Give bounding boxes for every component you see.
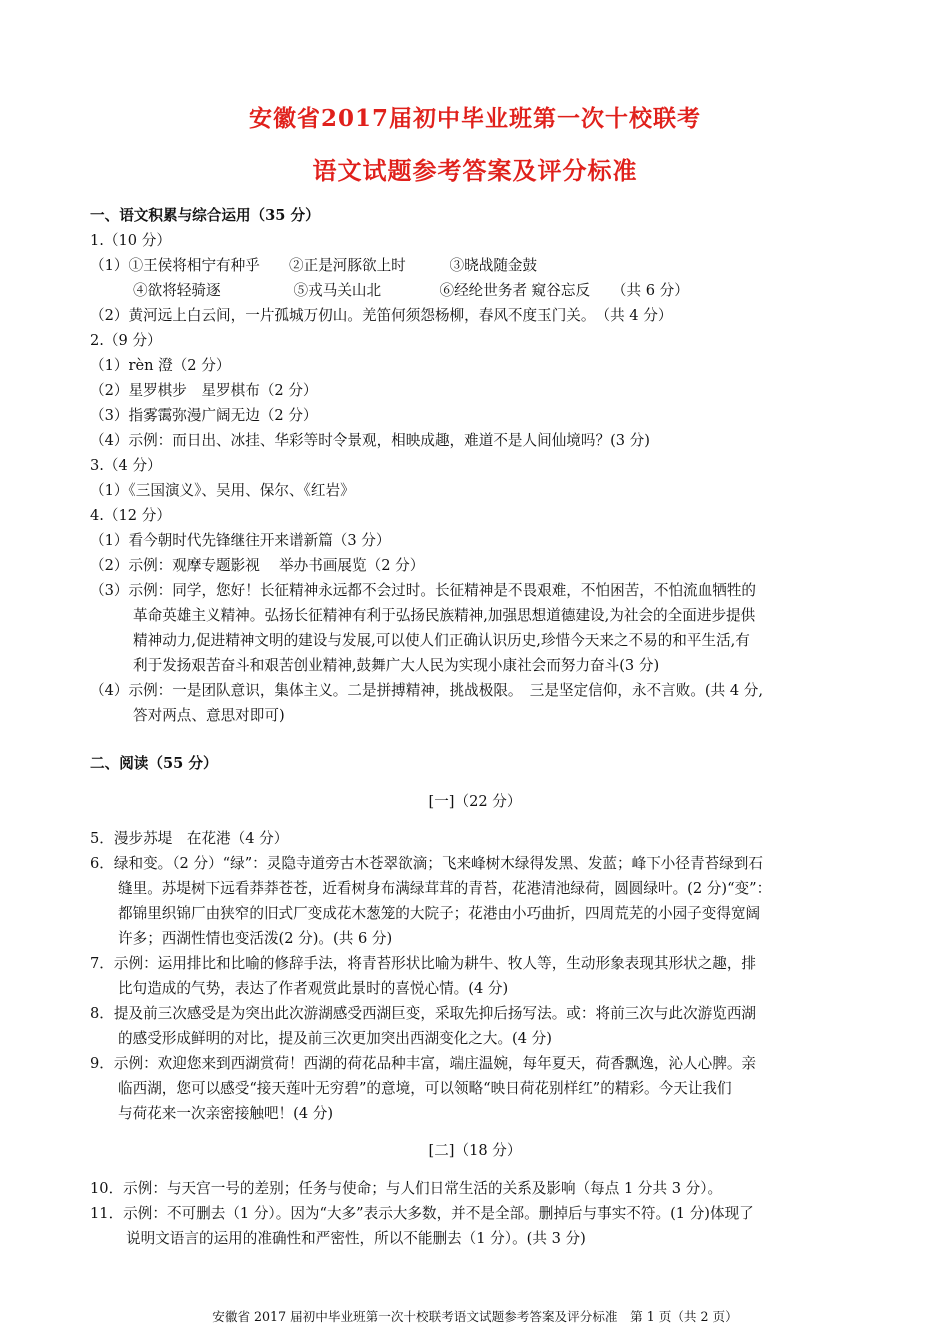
answer-line: 说明文语言的运用的准确性和严密性，所以不能删去（1 分）。(共 3 分) xyxy=(126,1230,586,1247)
answer-line: ④欲将轻骑逐 ⑤戎马关山北 ⑥经纶世务者 窥谷忘反 （共 6 分） xyxy=(133,282,689,299)
answer-line: 2.（9 分） xyxy=(90,332,162,349)
subsection-heading: [一]（22 分） xyxy=(428,793,522,810)
section-heading: 一、语文积累与综合运用（35 分） xyxy=(90,207,320,224)
document-title: 安徽省2017届初中毕业班第一次十校联考 xyxy=(248,105,701,132)
page-footer: 安徽省 2017 届初中毕业班第一次十校联考语文试题参考答案及评分标准 第 1 页（共 2 页） xyxy=(212,1309,738,1324)
answer-line: 答对两点、意思对即可) xyxy=(133,707,285,724)
answer-line: 4.（12 分） xyxy=(90,507,171,524)
document-subtitle: 语文试题参考答案及评分标准 xyxy=(312,156,638,185)
answer-line: （3）指雾霭弥漫广阔无边（2 分） xyxy=(90,407,318,424)
answer-line: （2）示例：观摩专题影视 举办书画展览（2 分） xyxy=(90,557,425,574)
answer-line: 利于发扬艰苦奋斗和艰苦创业精神,鼓舞广大人民为实现小康社会而努力奋斗(3 分) xyxy=(133,657,660,674)
answer-line: 比句造成的气势，表达了作者观赏此景时的喜悦心情。(4 分) xyxy=(118,980,509,997)
answer-line: （4）示例：而日出、冰挂、华彩等时令景观，相映成趣，难道不是人间仙境吗？(3 分) xyxy=(90,432,650,449)
answer-line: 10．示例：与天宫一号的差别；任务与使命；与人们日常生活的关系及影响（每点 1 分共 3 分）。 xyxy=(90,1180,723,1197)
answer-line: （2）黄河远上白云间，一片孤城万仞山。羌笛何须怨杨柳，春风不度玉门关。 （共 4 分） xyxy=(90,307,673,324)
answer-line: （2）星罗棋步 星罗棋布（2 分） xyxy=(90,382,318,399)
answer-line: 精神动力,促进精神文明的建设与发展,可以使人们正确认识历史,珍惜今天来之不易的和平生活,有 xyxy=(133,632,750,649)
answer-line: 3.（4 分） xyxy=(90,457,162,474)
answer-line: （1）《三国演义》、吴用、保尔、《红岩》 xyxy=(90,482,355,499)
answer-line: 8．提及前三次感受是为突出此次游湖感受西湖巨变，采取先抑后扬写法。或：将前三次与此次游览西湖 xyxy=(90,1005,757,1022)
answer-line: （1）rèn 澄（2 分） xyxy=(90,357,231,374)
answer-line: 11．示例：不可删去（1 分）。因为“大多”表示大多数，并不是全部。删掉后与事实不符。(1 分)体现了 xyxy=(90,1205,754,1222)
answer-line: （4）示例：一是团队意识，集体主义。二是拼搏精神，挑战极限。 三是坚定信仰，永不言败。(共 4 分, xyxy=(90,682,764,699)
answer-line: 6．绿和变。（2 分）“绿”：灵隐寺道旁古木苍翠欲滴；飞来峰树木绿得发黑、发蓝；峰下小径青苔绿到石 xyxy=(90,855,763,872)
answer-line: （1）①王侯将相宁有种乎 ②正是河豚欲上时 ③晓战随金鼓 xyxy=(90,257,538,274)
answer-line: 与荷花来一次亲密接触吧！(4 分) xyxy=(118,1105,334,1122)
answer-line: 临西湖，您可以感受“接天莲叶无穷碧”的意境，可以领略“映日荷花别样红”的精彩。今天让我们 xyxy=(118,1080,732,1097)
section-heading: 二、阅读（55 分） xyxy=(90,755,218,772)
subsection-heading: [二]（18 分） xyxy=(428,1142,522,1159)
answer-line: 5．漫步苏堤 在花港（4 分） xyxy=(90,830,289,847)
answer-line: 的感受形成鲜明的对比，提及前三次更加突出西湖变化之大。(4 分) xyxy=(118,1030,552,1047)
answer-line: （3）示例：同学，您好！长征精神永远都不会过时。长征精神是不畏艰难，不怕困苦，不怕流血牺牲的 xyxy=(90,582,757,599)
answer-line: 9．示例：欢迎您来到西湖赏荷！西湖的荷花品种丰富，端庄温婉，每年夏天，荷香飘逸，沁人心脾。亲 xyxy=(90,1055,757,1072)
answer-line: 革命英雄主义精神。弘扬长征精神有利于弘扬民族精神,加强思想道德建设,为社会的全面进步提供 xyxy=(133,607,756,624)
answer-line: 1.（10 分） xyxy=(90,232,171,249)
answer-line: 都锦里织锦厂由狭窄的旧式厂变成花木葱笼的大院子；花港由小巧曲折，四周荒芜的小园子变得宽阔 xyxy=(118,905,761,922)
answer-line: 缝里。苏堤树下远看莽莽苍苍，近看树身布满绿茸茸的青苔，花港清池绿荷，圆圆绿叶。(2 分)“变”： xyxy=(118,880,772,897)
answer-line: （1）看今朝时代先锋继往开来谱新篇（3 分） xyxy=(90,532,391,549)
answer-line: 7．示例：运用排比和比喻的修辞手法，将青苔形状比喻为耕牛、牧人等，生动形象表现其形状之趣，排 xyxy=(90,955,757,972)
answer-line: 许多；西湖性情也变活泼(2 分)。(共 6 分) xyxy=(118,930,393,947)
